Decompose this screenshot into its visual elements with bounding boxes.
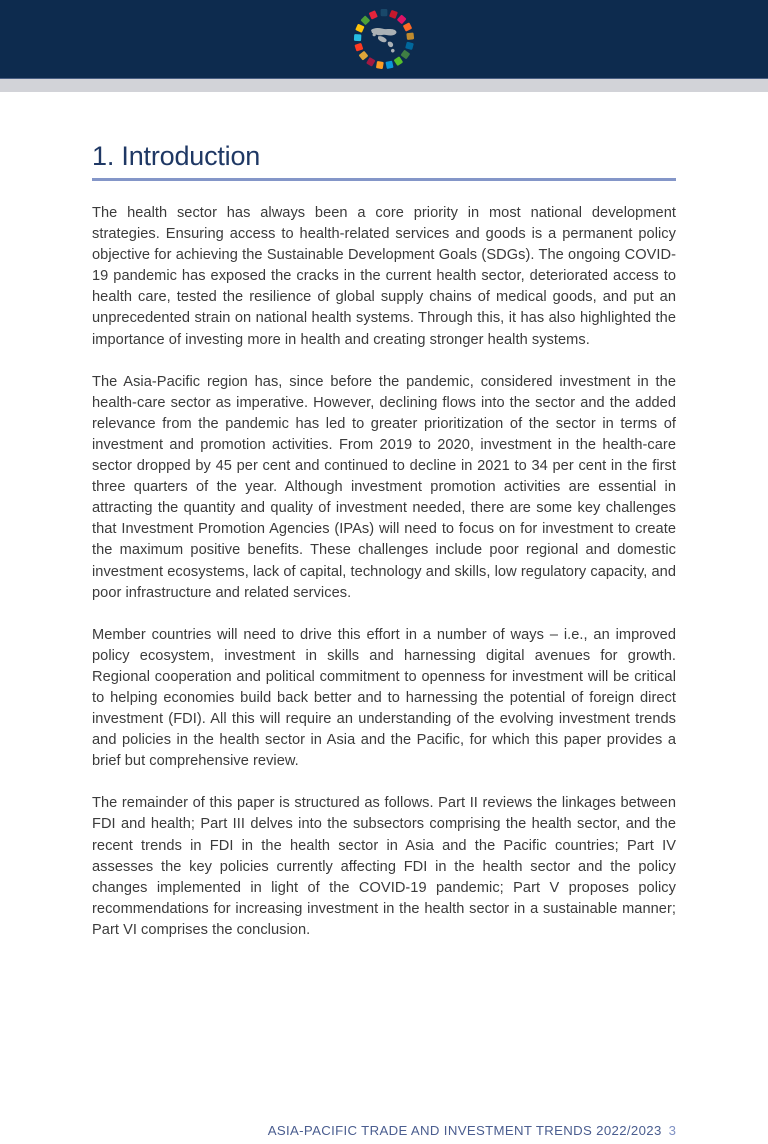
footer-title: ASIA-PACIFIC TRADE AND INVESTMENT TRENDS 2022/2023 <box>267 1123 662 1138</box>
escap-sdg-wheel-logo <box>353 6 415 72</box>
heading-divider <box>92 178 676 181</box>
paragraph-3: Member countries will need to drive this effort in a number of ways – i.e., an improved policy ecosystem, investment in skills and harnessing digital avenues for growth. Regional cooperation and political commitment to openness for investment will be critical to helping economies build back better and to harnessing the potential of foreign direct investment (FDI). All this will require an understanding of the evolving investment trends and policies in the health sector in Asia and the Pacific, for which this paper provides a brief but comprehensive review. <box>92 626 676 770</box>
page-body <box>0 92 768 1138</box>
page-title: 1. Introduction <box>92 141 261 171</box>
paragraph-1: The health sector has always been a core priority in most national development strategies. Ensuring access to health-related services and goods is a permanent policy objective for achieving the Sustainable Development Goals (SDGs). The ongoing COVID-19 pandemic has exposed the cracks in the current health sector, deteriorated access to health care, tested the resilience of global supply chains of medical goods, and put an unprecedented strain on national health systems. Through this, it has also highlighted the importance of investing more in health and creating stronger health systems. <box>92 205 676 348</box>
paragraph-4: The remainder of this paper is structured as follows. Part II reviews the linkages between FDI and health; Part III delves into the subsectors comprising the health sector, and the recent trends in FDI in the health sector in Asia and the Pacific countries; Part IV assesses the key policies currently affecting FDI in the health sector and the policy changes implemented in light of the COVID-19 pandemic; Part V proposes policy recommendations for increasing investment in the health sector in a sustainable manner; Part VI comprises the conclusion. <box>92 795 676 938</box>
content-column <box>92 140 676 941</box>
header-band <box>0 0 768 78</box>
page-footer <box>0 1122 768 1144</box>
header-gray-strip <box>0 78 768 93</box>
paragraph-2: The Asia-Pacific region has, since before the pandemic, considered investment in the health-care sector as imperative. However, declining flows into the sector and the added relevance from the pandemic has led to greater prioritization of the sector in terms of investment and promotion activities. From 2019 to 2020, investment in the health-care sector dropped by 45 per cent and continued to decline in 2021 to 34 per cent in the first three quarters of the year. Although investment promotion activities are essential in attracting the quantity and quality of investment needed, there are some key challenges that Investment Promotion Agencies (IPAs) will need to focus on for investment to create the maximum positive benefits. These challenges include poor regional and domestic investment ecosystems, lack of capital, technology and skills, low regulatory capacity, and poor infrastructure and related services. <box>92 373 676 601</box>
footer-page-number: 3 <box>668 1123 676 1138</box>
